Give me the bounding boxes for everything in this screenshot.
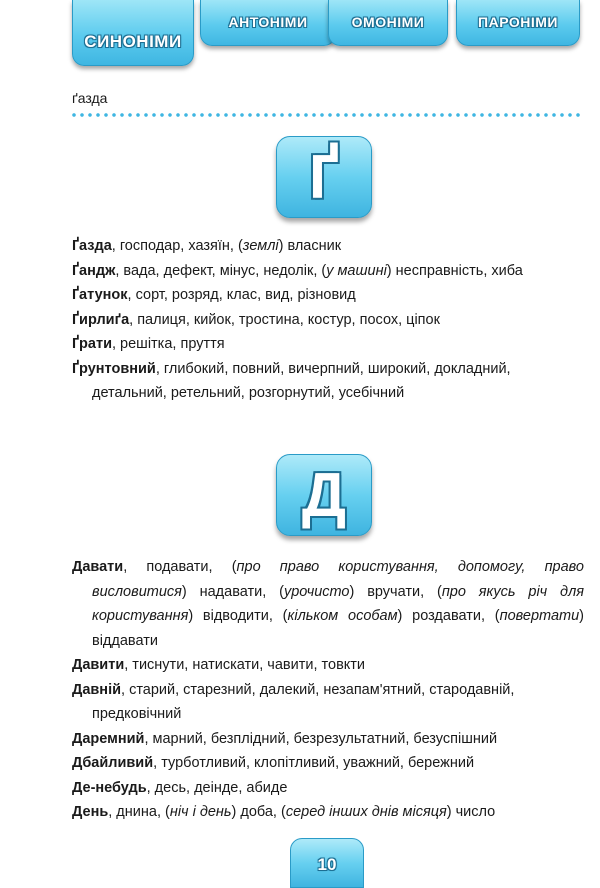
- dictionary-entry: [72, 308, 584, 333]
- letter-badge-d: Д: [276, 454, 372, 536]
- dictionary-entry: [72, 259, 584, 284]
- entry-headword: Давати: [72, 559, 124, 575]
- entry-usage-note: кільком особам: [287, 608, 398, 624]
- entries-list-g: [72, 234, 584, 406]
- entry-headword: Ґирлиґа: [72, 311, 130, 328]
- dictionary-entry: [72, 678, 584, 727]
- entry-usage-note: серед інших днів місяця: [285, 804, 447, 820]
- entry-headword: Ґандж: [72, 262, 116, 279]
- entry-headword: Ґазда: [72, 238, 112, 254]
- entry-usage-note: ніч і день: [169, 804, 232, 820]
- entry-synonyms: ) доба, (: [231, 804, 286, 820]
- dictionary-entry: [72, 283, 584, 308]
- tab-homonyms[interactable]: ОМОНІМИ: [328, 0, 448, 46]
- entries-list-d: [72, 555, 584, 825]
- entry-usage-note: повертати: [499, 608, 580, 624]
- letter-badge-g: Ґ: [276, 136, 372, 218]
- dictionary-entry: [72, 653, 584, 678]
- entry-synonyms: , тиснути, натискати, чавити, товкти: [124, 657, 366, 673]
- entry-headword: День: [72, 804, 109, 820]
- entry-headword: Де-небудь: [72, 779, 147, 796]
- entry-synonyms: ) несправність, хиба: [386, 262, 523, 279]
- entry-headword: Ґрати: [72, 336, 112, 352]
- entry-usage-note: у машині: [326, 262, 387, 279]
- entry-synonyms: , глибокий, повний, вичерпний, широкий, докладний, детальний, ретельний, розгорнутий, усебічний: [92, 360, 511, 401]
- entry-synonyms: , решітка, пруття: [112, 336, 225, 352]
- entry-synonyms: , вада, дефект, мінус, недолік, (: [115, 262, 327, 279]
- entry-usage-note: урочисто: [283, 583, 350, 600]
- dictionary-entry: [72, 555, 584, 653]
- entry-headword: Давити: [72, 657, 125, 673]
- entry-synonyms: , сорт, розряд, клас, вид, різновид: [127, 287, 356, 303]
- entry-synonyms: ) надавати, (: [181, 583, 284, 600]
- entry-headword: Даремний: [72, 730, 145, 747]
- dictionary-entry: [72, 357, 584, 406]
- entry-synonyms: ) вручати, (: [349, 583, 442, 600]
- tab-antonyms[interactable]: АНТОНІМИ: [200, 0, 336, 46]
- tab-synonyms[interactable]: СИНОНІМИ: [72, 0, 194, 66]
- entry-synonyms: , палиця, кийок, тростина, костур, посох, ціпок: [129, 311, 440, 328]
- entry-synonyms: ) власник: [278, 238, 342, 254]
- entry-synonyms: , десь, деінде, абиде: [146, 779, 288, 796]
- entry-synonyms: , подавати, (: [123, 559, 237, 575]
- entry-headword: Дбайливий: [72, 755, 154, 771]
- entry-synonyms: ) відводити, (: [188, 608, 288, 624]
- entry-synonyms: , днина, (: [108, 804, 170, 820]
- entry-usage-note: про право користування, допомогу, право висловитися: [92, 559, 584, 600]
- entry-headword: Ґрунтовний: [72, 360, 156, 377]
- dictionary-entry: [72, 751, 584, 776]
- tab-paronyms[interactable]: ПАРОНІМИ: [456, 0, 580, 46]
- entry-synonyms: ) роздавати, (: [397, 608, 500, 624]
- entry-usage-note: землі: [242, 238, 279, 254]
- entry-synonyms: , старий, старезний, далекий, незапам'ятний, стародавній, предковічний: [92, 681, 515, 722]
- entry-headword: Ґатунок: [72, 287, 128, 303]
- dictionary-entry: [72, 727, 584, 752]
- page-number: 10: [290, 838, 364, 888]
- entry-synonyms: ) віддавати: [92, 608, 584, 649]
- dictionary-entry: [72, 800, 584, 825]
- dotted-divider: [70, 113, 582, 117]
- entry-usage-note: про якусь річ для користування: [92, 583, 584, 624]
- dictionary-entry: [72, 776, 584, 801]
- running-head: ґазда: [72, 90, 108, 106]
- entry-synonyms: ) число: [446, 804, 496, 820]
- entry-synonyms: , марний, безплідний, безрезультатний, безуспішний: [144, 730, 498, 747]
- dictionary-entry: [72, 332, 584, 357]
- entry-headword: Давній: [72, 681, 122, 698]
- entry-synonyms: , турботливий, клопітливий, уважний, бережний: [153, 755, 475, 771]
- entry-synonyms: , господар, хазяїн, (: [111, 238, 243, 254]
- dictionary-entry: [72, 234, 584, 259]
